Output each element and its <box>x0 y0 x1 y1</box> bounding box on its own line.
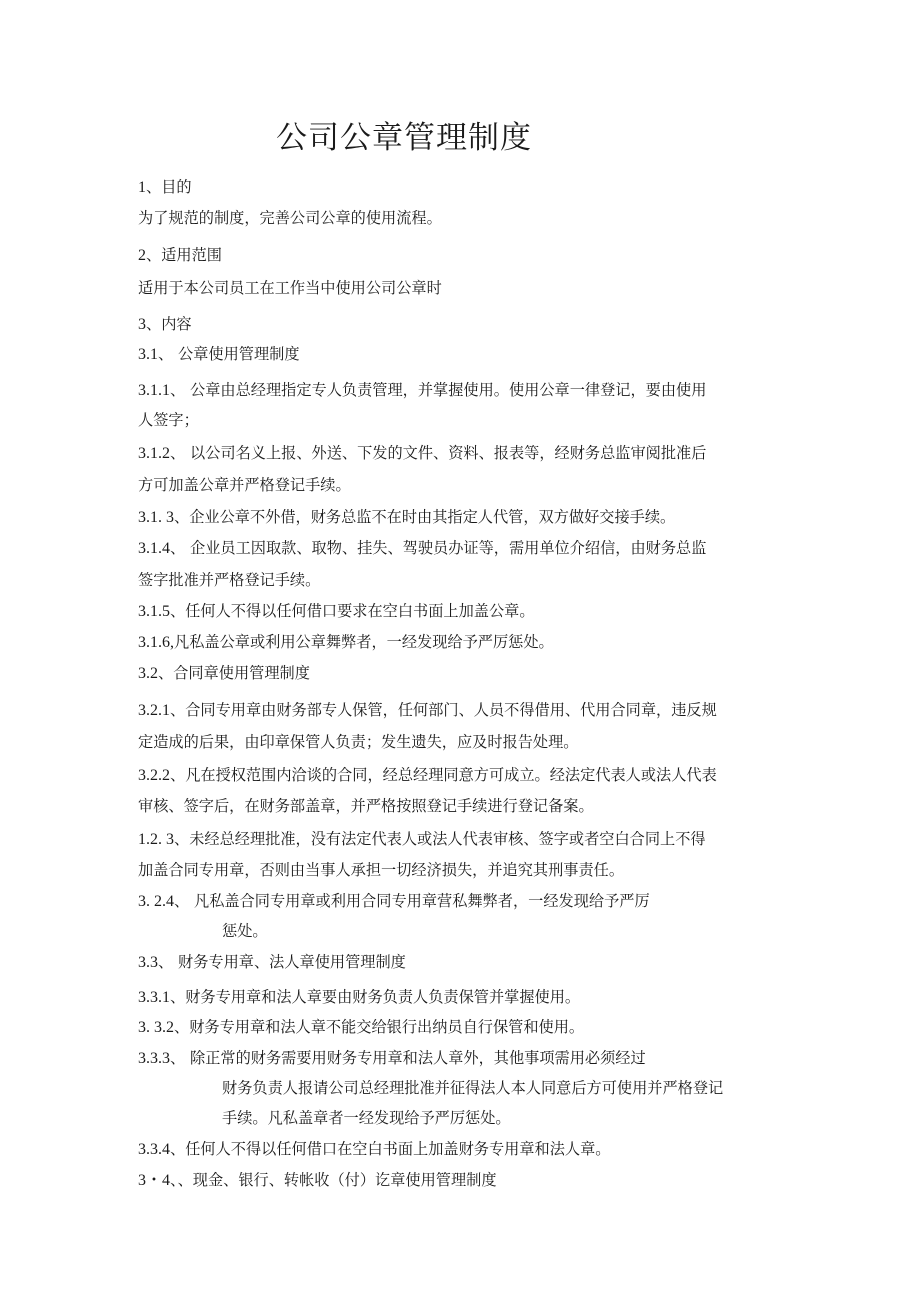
text-line <box>138 314 192 335</box>
document-title: 公司公章管理制度 <box>276 120 532 156</box>
text-line <box>138 632 554 653</box>
text-line <box>222 1078 723 1098</box>
text-line <box>138 245 222 266</box>
line-text: 方可加盖公章并严格登记手续。 <box>138 476 351 494</box>
text-line <box>138 1170 497 1191</box>
line-text: 、目的 <box>146 178 192 196</box>
text-line <box>138 1017 584 1038</box>
section-number: 3.1.4 <box>138 540 170 557</box>
section-number: 1.2. 3 <box>138 831 174 848</box>
line-text: 、企业公章不外借，财务总监不在时由其指定人代管，双方做好交接手续。 <box>174 508 676 526</box>
text-line <box>138 507 675 528</box>
line-text: 定造成的后果，由印章保管人负责；发生遗失，应及时报告处理。 <box>138 733 579 751</box>
line-text: 、适用范围 <box>146 246 222 264</box>
line-text: 惩处。 <box>222 922 268 940</box>
text-line <box>138 443 706 464</box>
text-line <box>138 380 706 401</box>
text-line <box>138 208 442 228</box>
section-number: 3.1.6, <box>138 634 174 651</box>
text-line <box>138 1048 646 1069</box>
line-text: 加盖合同专用章，否则由当事人承担一切经济损失，并追究其刑事责任。 <box>138 861 624 879</box>
line-text: 、合同专用章由财务部专人保管，任何部门、人员不得借用、代用合同章，违反规 <box>170 701 717 719</box>
section-number: 3.2.2 <box>138 767 170 784</box>
section-number: 2 <box>138 247 146 264</box>
text-line <box>138 860 624 880</box>
line-text: 人签字； <box>138 411 199 429</box>
text-line <box>138 570 320 590</box>
line-text: 、财务专用章和法人章不能交给银行出纳员自行保管和使用。 <box>174 1018 585 1036</box>
line-text: 、未经总经理批准，没有法定代表人或法人代表审核、签字或者空白合同上不得 <box>174 830 706 848</box>
text-line <box>138 538 706 559</box>
text-line <box>138 829 706 850</box>
text-line <box>138 765 717 786</box>
line-text: 签字批准并严格登记手续。 <box>138 571 321 589</box>
section-number: 3 <box>138 316 146 333</box>
line-text: 、 公章由总经理指定专人负责管理，并掌握使用。使用公章一律登记，要由使用 <box>170 381 707 399</box>
text-line <box>138 278 442 298</box>
text-line <box>138 987 580 1008</box>
text-line <box>138 952 406 973</box>
section-number: 3.3.3 <box>138 1050 170 1067</box>
line-text: 、 凡私盖合同专用章或利用合同专用章营私舞弊者，一经发现给予严厉 <box>174 892 650 910</box>
section-number: 3.1.2 <box>138 445 170 462</box>
text-line <box>222 1108 511 1128</box>
text-line <box>138 663 310 684</box>
text-line <box>138 891 650 912</box>
section-number: 3.1.5 <box>138 603 170 620</box>
line-text: 财务负责人报请公司总经理批准并征得法人本人同意后方可使用并严格登记 <box>222 1079 724 1097</box>
section-number: 3.2 <box>138 665 158 682</box>
line-text: 、 财务专用章、法人章使用管理制度 <box>158 953 406 971</box>
line-text: 、内容 <box>146 315 192 333</box>
line-text: 、 企业员工因取款、取物、挂失、驾驶员办证等，需用单位介绍信，由财务总监 <box>170 539 707 557</box>
section-number: 3.3.4 <box>138 1141 170 1158</box>
line-text: 、 除正常的财务需要用财务专用章和法人章外，其他事项需用必须经过 <box>170 1049 646 1067</box>
line-text: 、、现金、银行、转帐收（付）讫章使用管理制度 <box>170 1171 497 1189</box>
text-line <box>138 344 300 365</box>
line-text: 为了规范的制度，完善公司公章的使用流程。 <box>138 209 442 227</box>
line-text: 凡私盖公章或利用公章舞弊者，一经发现给予严厉惩处。 <box>174 633 554 651</box>
section-number: 3.2.1 <box>138 702 170 719</box>
text-line <box>138 732 578 752</box>
text-line <box>138 1139 610 1160</box>
line-text: 、 公章使用管理制度 <box>158 345 300 363</box>
section-number: 1 <box>138 179 146 196</box>
line-text: 、任何人不得以任何借口在空白书面上加盖财务专用章和法人章。 <box>170 1140 611 1158</box>
text-line <box>138 410 199 430</box>
section-number: 3.1. 3 <box>138 509 174 526</box>
line-text: 、财务专用章和法人章要由财务负责人负责保管并掌握使用。 <box>170 988 581 1006</box>
section-number: 3. 3.2 <box>138 1019 174 1036</box>
line-text: 、凡在授权范围内洽谈的合同，经总经理同意方可成立。经法定代表人或法人代表 <box>170 766 717 784</box>
section-number: 3・4 <box>138 1172 171 1189</box>
section-number: 3.1 <box>138 346 158 363</box>
line-text: 、合同章使用管理制度 <box>158 664 310 682</box>
text-line <box>138 475 351 495</box>
section-number: 3.1.1 <box>138 382 170 399</box>
text-line <box>138 177 192 198</box>
section-number: 3.3 <box>138 954 158 971</box>
line-text: 、 以公司名义上报、外送、下发的文件、资料、报表等，经财务总监审阅批准后 <box>170 444 707 462</box>
text-line <box>222 921 268 941</box>
line-text: 、任何人不得以任何借口要求在空白书面上加盖公章。 <box>170 602 535 620</box>
text-line <box>138 601 535 622</box>
text-line <box>138 796 594 816</box>
text-line <box>138 700 717 721</box>
line-text: 审核、签字后，在财务部盖章，并严格按照登记手续进行登记备案。 <box>138 797 594 815</box>
section-number: 3.3.1 <box>138 989 170 1006</box>
line-text: 适用于本公司员工在工作当中使用公司公章时 <box>138 279 442 297</box>
line-text: 手续。凡私盖章者一经发现给予严厉惩处。 <box>222 1109 511 1127</box>
section-number: 3. 2.4 <box>138 893 174 910</box>
